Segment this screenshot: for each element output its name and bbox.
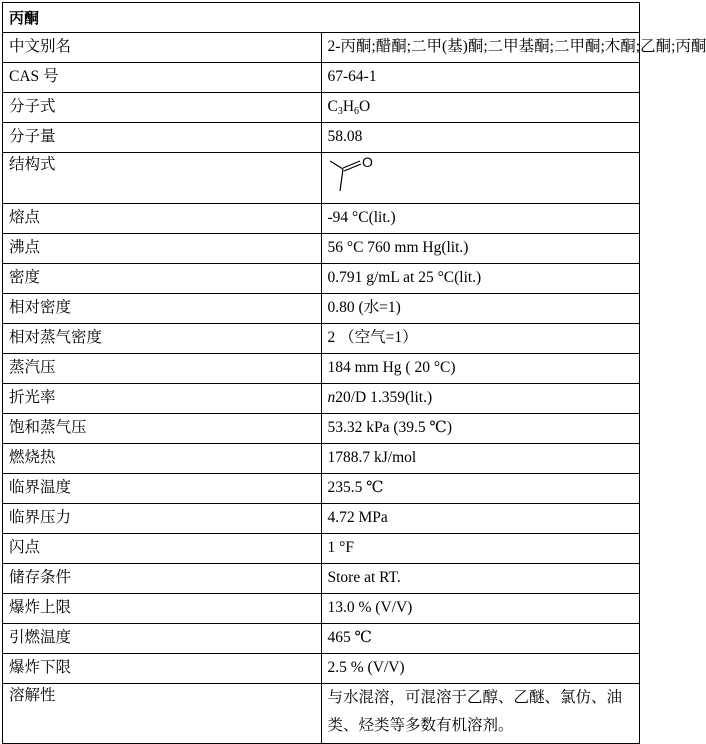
carbonyl-bond-2 (344, 164, 361, 171)
table-row (3, 384, 640, 414)
table-row (3, 324, 640, 354)
table-row (3, 624, 640, 654)
row-value: 184 mm Hg ( 20 °C) (321, 354, 640, 384)
row-label: 引燃温度 (3, 624, 322, 654)
row-value: 4.72 MPa (321, 504, 640, 534)
compound-name: 丙酮 (3, 3, 640, 33)
table-row (3, 594, 640, 624)
row-value: 2-丙酮;醋酮;二甲(基)酮;二甲基酮;二甲酮;木酮;乙酮;丙酮 (321, 33, 640, 63)
row-label: 爆炸上限 (3, 594, 322, 624)
refractive-index-symbol: n (327, 389, 336, 407)
table-row (3, 414, 640, 444)
row-label: 蒸汽压 (3, 354, 322, 384)
molecular-formula (321, 93, 640, 123)
row-value: 67-64-1 (321, 63, 640, 93)
row-label: 闪点 (3, 534, 322, 564)
table-row (3, 33, 640, 63)
table-row (3, 264, 640, 294)
row-value: 1788.7 kJ/mol (321, 444, 640, 474)
row-label: 储存条件 (3, 564, 322, 594)
refractive-index (321, 384, 640, 414)
table-row (3, 684, 640, 744)
row-label: 结构式 (3, 153, 322, 204)
row-value: Store at RT. (321, 564, 640, 594)
row-label: 临界压力 (3, 504, 322, 534)
table-row (3, 123, 640, 153)
row-value: 2 （空气=1） (321, 324, 640, 354)
row-value: 0.791 g/mL at 25 °C(lit.) (321, 264, 640, 294)
row-value: 2.5 % (V/V) (321, 654, 640, 684)
row-value: 1 °F (321, 534, 640, 564)
row-value: 56 °C 760 mm Hg(lit.) (321, 234, 640, 264)
acetone-structure-image (328, 155, 378, 195)
row-value: 0.80 (水=1) (321, 294, 640, 324)
table-row (3, 354, 640, 384)
formula-h: H (342, 98, 355, 116)
table-row (3, 534, 640, 564)
methyl-bond-down (340, 169, 343, 191)
structure-cell (321, 153, 640, 204)
methyl-bond-left (330, 161, 343, 169)
row-value: 465 ℃ (321, 624, 640, 654)
row-label: 相对密度 (3, 294, 322, 324)
table-row (3, 63, 640, 93)
table-row (3, 444, 640, 474)
row-label: CAS 号 (3, 63, 322, 93)
table-row (3, 654, 640, 684)
row-value: 与水混溶，可混溶于乙醇、乙醚、氯仿、油类、烃类等多数有机溶剂。 (321, 684, 640, 744)
row-label: 爆炸下限 (3, 654, 322, 684)
table-row (3, 204, 640, 234)
row-value: -94 °C(lit.) (321, 204, 640, 234)
table-row (3, 93, 640, 123)
formula-c: C (327, 98, 338, 116)
row-label: 沸点 (3, 234, 322, 264)
refractive-index-value: 20/D 1.359(lit.) (335, 389, 433, 407)
table-title-row (3, 3, 640, 33)
formula-h-count: 6 (354, 106, 360, 118)
row-value: 13.0 % (V/V) (321, 594, 640, 624)
property-table (2, 2, 706, 744)
table-row (3, 504, 640, 534)
row-value: 53.32 kPa (39.5 ℃) (321, 414, 640, 444)
table-row (3, 153, 640, 204)
formula-o: O (359, 98, 371, 116)
row-label: 饱和蒸气压 (3, 414, 322, 444)
row-label: 溶解性 (3, 684, 322, 744)
row-label: 中文别名 (3, 33, 322, 63)
row-value: 235.5 ℃ (321, 474, 640, 504)
row-label: 密度 (3, 264, 322, 294)
oxygen-atom-label: O (361, 154, 373, 170)
row-label: 分子式 (3, 93, 322, 123)
table-row (3, 294, 640, 324)
formula-c-count: 3 (337, 106, 343, 118)
row-label: 熔点 (3, 204, 322, 234)
carbonyl-bond-1 (343, 161, 360, 168)
row-value: 58.08 (321, 123, 640, 153)
row-label: 相对蒸气密度 (3, 324, 322, 354)
row-label: 临界温度 (3, 474, 322, 504)
table-row (3, 564, 640, 594)
table-row (3, 474, 640, 504)
row-label: 折光率 (3, 384, 322, 414)
row-label: 分子量 (3, 123, 322, 153)
table-row (3, 234, 640, 264)
row-label: 燃烧热 (3, 444, 322, 474)
